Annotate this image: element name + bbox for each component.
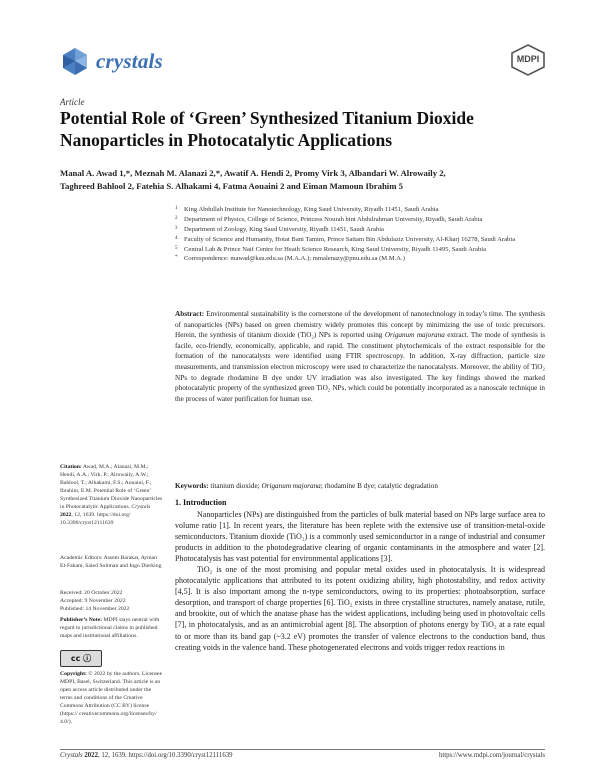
crystals-logo-icon <box>60 46 90 76</box>
mdpi-logo <box>510 44 546 81</box>
section-heading: 1. Introduction <box>175 498 227 507</box>
footer-divider <box>60 749 545 750</box>
paper-title: Potential Role of ‘Green’ Synthesized Titanium Dioxide Nanoparticles in Photocatalytic Applications <box>60 108 474 150</box>
received-date: Received: 20 October 2022 <box>60 590 123 596</box>
affiliation-item: 2 Department of Physics, College of Science, Princess Nourah bint Abdulrahman University, Riyadh, Saudi Arabia <box>175 215 483 223</box>
keywords: Keywords: titanium dioxide; Origanum majorana; rhodamine B dye; catalytic degradation <box>175 482 438 490</box>
footer-citation: Crystals 2022, 12, 1639. https://doi.org/10.3390/cryst12111639 <box>60 752 233 759</box>
affiliation-item: 1 King Abdullah Institute for Nanotechnology, King Saud University, Riyadh 11451, Saudi Arabia <box>175 206 439 213</box>
journal-logo <box>60 46 163 76</box>
publisher-note: Publisher’s Note: MDPI stays neutral with regard to jurisdictional claims in published maps and institutional affiliations. <box>60 617 160 639</box>
paragraph: TiO₂ is one of the most promising and popular metal oxides used in photocatalysis. It is widespread photocatalytic applications that attributed to its potent oxidizing ability, high photostability, and redox activity [4,5]. It is also important among the n-type semiconductors, owing to its properties: photoabsorption, surface desorption, and transport of charge properties [6]. TiO₂ exists in three crystalline structures, namely anatase, rutile, and brookite, out of which the anatase phase has the widest applications, including being used in photovoltaic cells [7], in photocatalysis, and as an antimicrobial agent [8]. The absorption of photons energy by TiO₂ at a rate equal to or more than its band gap (~3.2 eV) promotes the transfer of valence electrons to the conduction band, thus creating voids in the valence band. These photogenerated electrons and voids trigger redox reactions in <box>175 565 545 652</box>
academic-editors: Academic Editors: Assem Barakat, Ayman El-Faham, Saied Soliman and Ingo Dierking <box>60 555 162 569</box>
dates <box>60 589 164 613</box>
article-type: Article <box>60 97 85 107</box>
published-date: Published: 14 November 2022 <box>60 606 130 612</box>
affiliation-item: 4 Faculty of Science and Humanity, Hotat Bani Tamim, Prince Sattam Bin Abdulaziz University, Al-Kharj 16278, Saudi Arabia <box>175 235 516 243</box>
paragraph: Nanoparticles (NPs) are distinguished from the particles of bulk material based on NPs large surface area to volume ratio [1]. In recent years, the literature has been replete with the extensive use of transition-metal-oxide semiconductors. Titanium dioxide (TiO₂) is a commonly used semiconductor in a range of industrial and consumer products in addition to the photodegradative clearing of organic contaminants in the atmosphere and water [2]. Photocatalysis has vast potential for environmental applications [3]. <box>175 510 545 564</box>
author-line-2: Taghreed Bahlool 2, Fatehia S. Alhakami 4, Fatma Aouaini 2 and Eiman Mamoun Ibrahim 5 <box>60 181 403 191</box>
affiliation-item: 3 Department of Zoology, King Saud University, Riyadh 11451, Saudi Arabia <box>175 225 384 233</box>
abstract: Abstract: Environmental sustainability is the cornerstone of the development of nanotechnology in today’s time. The synthesis of nanoparticles (NPs) based on green chemistry widely promotes this concept by minimizing the use of toxic precursors. Herein, the synthesis of titanium dioxide (TiO₂) NPs is reported using Origanum majorana extract. The mode of synthesis is facile, eco-friendly, economically, applicable, and rapid. The constituent phytochemicals of the extract responsible for the formation of the nanocatalysts were identified using FTIR spectroscopy. In addition, X-ray diffraction, particle size measurements, and transmission electron microscopy were used to characterize the nanocatalysts. Moreover, the ability of TiO₂ NPs to degrade rhodamine B dye under UV irradiation was also investigated. The key findings showed the marked photocatalytic property of the synthesized green TiO₂ NPs, which could be potentially incorporated as a nanoscale technique in the process of water purification for human use. <box>175 310 545 403</box>
journal-name: crystals <box>96 48 163 73</box>
publisher-name: MDPI <box>516 54 540 64</box>
journal-url[interactable]: https://www.mdpi.com/journal/crystals <box>438 752 545 759</box>
correspondence: * Correspondence: mawad@ksu.edu.sa (M.A.A.); mmalenazy@pnu.edu.sa (M.M.A.) <box>175 255 405 263</box>
author-line-1: Manal A. Awad 1,*, Meznah M. Alanazi 2,*, Awatif A. Hendi 2, Promy Virk 3, Albandari W. Alrowaily 2, <box>60 168 446 178</box>
abstract-label: Abstract: <box>175 310 205 318</box>
introduction-body <box>175 509 545 653</box>
affiliation-item: 5 Central Lab & Prince Naif Centre for Heath Science Research, King Saud University, Riyadh 11495, Saudi Arabia <box>175 245 487 253</box>
cc-license-badge[interactable]: cc ⓘ <box>60 650 102 667</box>
copyright-notice: Copyright: © 2022 by the authors. Licensee MDPI, Basel, Switzerland. This article is an open access article distributed under the terms and conditions of the Creative Commons Attribution (CC BY) license (https:// creativecommons.org/licenses/by/ 4.0/). <box>60 671 163 725</box>
author-list <box>60 167 540 193</box>
accepted-date: Accepted: 9 November 2022 <box>60 598 126 604</box>
doi-link[interactable]: , 12, 1639. https://doi.org/ 10.3390/cryst12111639 <box>60 512 131 526</box>
citation-block: Citation: Awad, M.A.; Alanazi, M.M.; Hendi, A.A.; Virk, P.; Alrowaily, A.W.; Bahlool, T.; Alhakami, F.S.; Aouaini, F.; Ibrahim, E.M. Potential Role of ‘Green’ Synthesized Titanium Dioxide Nanoparticles in Photocatalytic Applications. Crystals 2022, 12, 1639. https://doi.org/ 10.3390/cryst12111639 <box>60 464 163 526</box>
affiliations <box>175 206 545 265</box>
keywords-label: Keywords: <box>175 482 209 490</box>
